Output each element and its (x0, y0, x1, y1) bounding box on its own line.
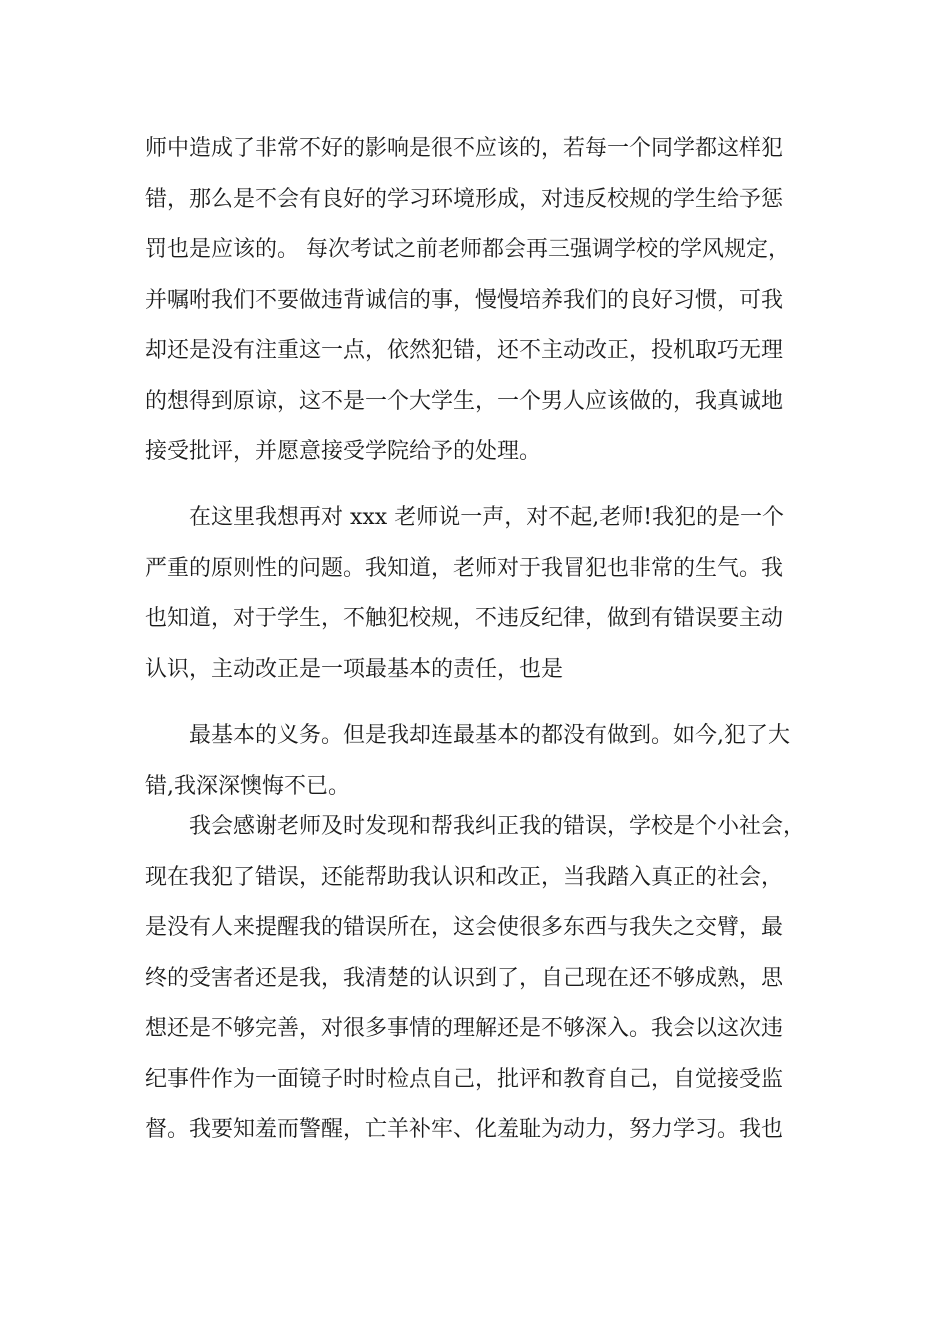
text-line: 却还是没有注重这一点，依然犯错，还不主动改正，投机取巧无理 (145, 338, 784, 363)
text-line: 是没有人来提醒我的错误所在，这会使很多东西与我失之交臂，最 (145, 915, 784, 940)
text-line: 现在我犯了错误，还能帮助我认识和改正，当我踏入真正的社会， (145, 864, 784, 890)
text-line: 终的受害者还是我，我清楚的认识到了，自己现在还不够成熟，思 (145, 965, 784, 991)
text-line: 严重的原则性的问题。我知道，老师对于我冒犯也非常的生气。我 (145, 555, 784, 581)
text-line: 也知道，对于学生，不触犯校规，不违反纪律，做到有错误要主动 (145, 606, 784, 631)
text-line: 在这里我想再对 xxx 老师说一声，对不起,老师!我犯的是一个 (145, 505, 785, 530)
text-line: 纪事件作为一面镜子时时检点自己，批评和教育自己，自觉接受监 (145, 1066, 784, 1092)
text-line: 并嘱咐我们不要做违背诚信的事，慢慢培养我们的良好习惯，可我 (145, 287, 784, 313)
text-line: 错,我深深懊悔不已。 (145, 773, 350, 799)
paragraph-1 (145, 124, 810, 478)
text-line: 的想得到原谅，这不是一个大学生，一个男人应该做的，我真诚地 (145, 388, 784, 414)
text-line: 我会感谢老师及时发现和帮我纠正我的错误，学校是个小社会， (145, 814, 806, 839)
paragraph-4 (145, 802, 810, 1156)
text-line: 想还是不够完善，对很多事情的理解还是不够深入。我会以这次违 (145, 1016, 784, 1041)
text-line: 罚也是应该的。 每次考试之前老师都会再三强调学校的学风规定， (145, 237, 790, 262)
text-line: 师中造成了非常不好的影响是很不应该的，若每一个同学都这样犯 (145, 136, 784, 161)
text-line: 接受批评，并愿意接受学院给予的处理。 (145, 439, 542, 464)
paragraph-3 (145, 711, 810, 812)
text-line: 督。我要知羞而警醒，亡羊补牢、化羞耻为动力，努力学习。我也 (145, 1117, 784, 1142)
paragraph-2 (145, 493, 810, 695)
text-line: 认识，主动改正是一项最基本的责任，也是 (145, 656, 564, 682)
text-line: 最基本的义务。但是我却连最基本的都没有做到。如今,犯了大 (145, 723, 790, 748)
text-line: 错，那么是不会有良好的学习环境形成，对违反校规的学生给予惩 (145, 186, 784, 212)
